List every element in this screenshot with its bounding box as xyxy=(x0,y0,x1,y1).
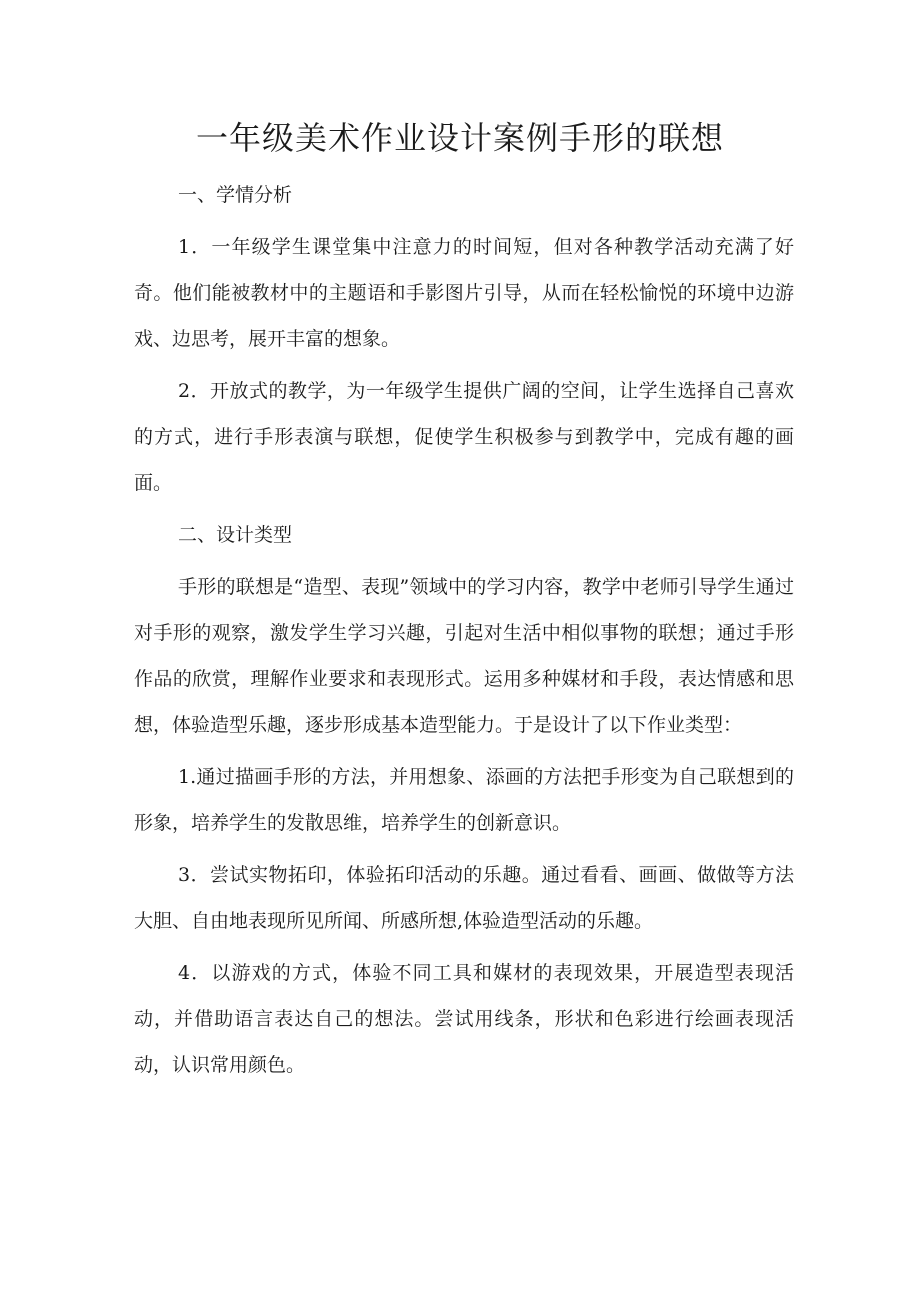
section-heading: 一、学情分析 xyxy=(178,184,293,206)
section-heading: 二、设计类型 xyxy=(178,524,293,546)
section-learning-analysis xyxy=(134,172,794,506)
paragraph: 1．一年级学生课堂集中注意力的时间短，但对各种教学活动充满了好奇。他们能被教材中的主题语和手影图片引导，从而在轻松愉悦的环境中边游戏、边思考，展开丰富的想象。 xyxy=(134,236,794,350)
paragraph: 手形的联想是“造型、表现”领域中的学习内容，教学中老师引导学生通过对手形的观察，激发学生学习兴趣，引起对生活中相似事物的联想；通过手形作品的欣赏，理解作业要求和表现形式。运用多种媒材和手段，表达情感和思想，体验造型乐趣，逐步形成基本造型能力。于是设计了以下作业类型： xyxy=(134,576,794,736)
paragraph: 2．开放式的教学，为一年级学生提供广阔的空间，让学生选择自己喜欢的方式，进行手形表演与联想，促使学生积极参与到教学中，完成有趣的画面。 xyxy=(134,380,794,494)
document-body xyxy=(134,172,794,1094)
document-title: 一年级美术作业设计案例手形的联想 xyxy=(195,119,724,157)
section-design-type xyxy=(134,512,794,1088)
paragraph: 4．以游戏的方式，体验不同工具和媒材的表现效果，开展造型表现活动，并借助语言表达自己的想法。尝试用线条，形状和色彩进行绘画表现活动，认识常用颜色。 xyxy=(134,962,794,1076)
paragraph: 1.通过描画手形的方法，并用想象、添画的方法把手形变为自己联想到的形象，培养学生的发散思维，培养学生的创新意识。 xyxy=(134,766,794,834)
paragraph: 3．尝试实物拓印，体验拓印活动的乐趣。通过看看、画画、做做等方法大胆、自由地表现所见所闻、所感所想,体验造型活动的乐趣。 xyxy=(134,864,794,932)
